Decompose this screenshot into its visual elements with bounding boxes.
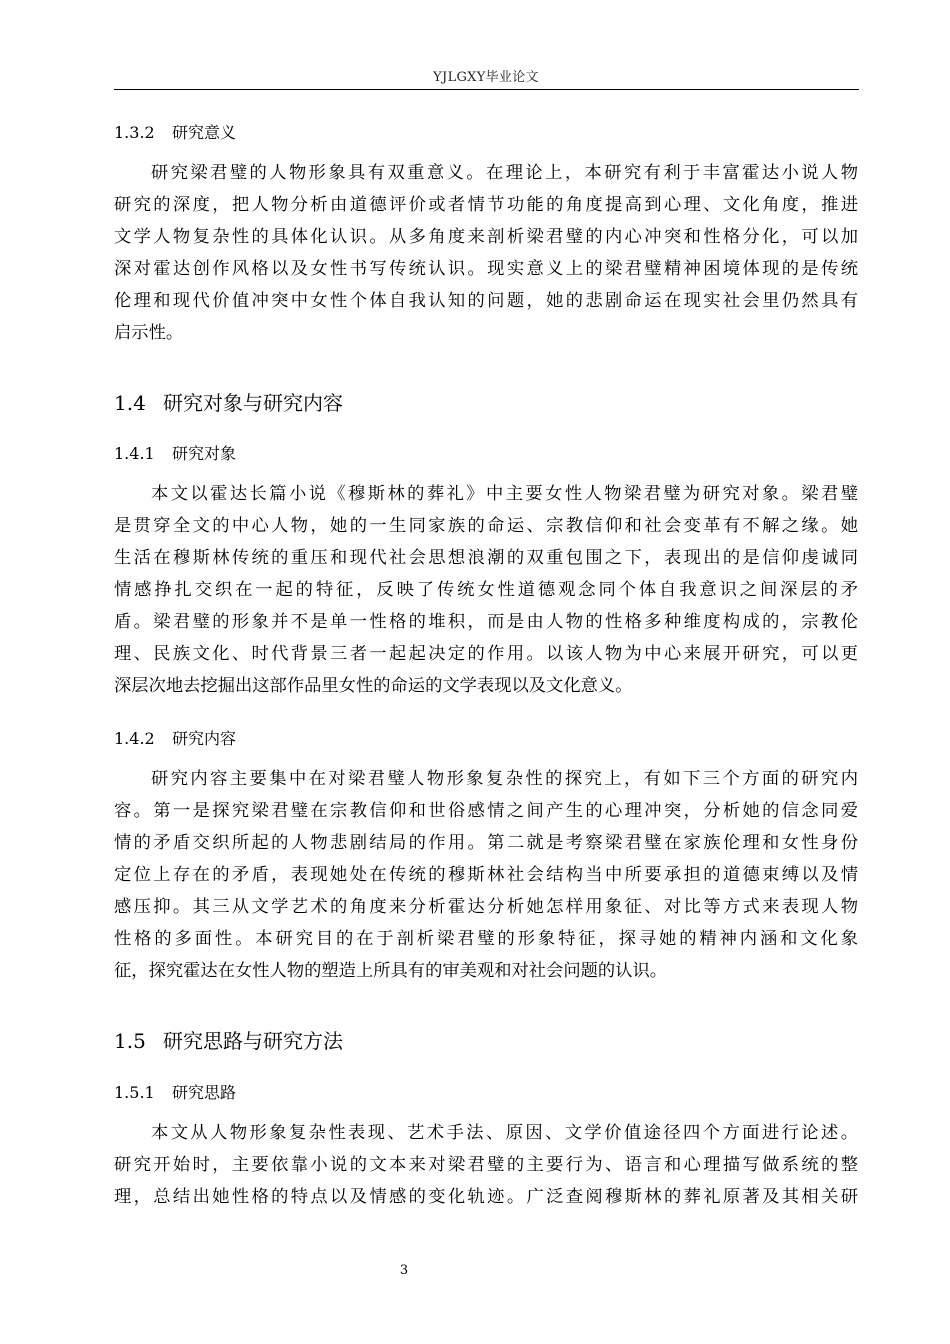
section-number: 1.3.2 [114,123,155,142]
paragraph-line: 启示性。 [114,323,184,343]
paragraph-line: 深层次地去挖掘出这部作品里女性的命运的文学表现以及文化意义。 [114,676,633,696]
paragraph-research-approach [114,1117,858,1213]
section-title: 研究对象与研究内容 [163,391,343,415]
paragraph-line: 本文从人物形象复杂性表现、艺术手法、原因、文学价值途径四个方面进行论述。 [151,1123,858,1143]
section-title: 研究意义 [172,123,237,142]
paragraph-line: 容。第一是探究梁君璧在宗教信仰和世俗感情之间产生的心理冲突，分析她的信念同爱 [114,801,858,821]
section-heading-1-4-2 [114,729,236,749]
section-number: 1.4 [114,391,146,415]
section-number: 1.4.1 [114,444,155,463]
section-heading-1-5-1 [114,1083,236,1103]
header-divider [114,89,859,90]
paragraph-line: 研究开始时，主要依靠小说的文本来对梁君璧的主要行为、语言和心理描写做系统的整 [114,1155,858,1175]
section-heading-1-4-1 [114,444,236,464]
paragraph-line: 文学人物复杂性的具体化认识。从多角度来剖析梁君璧的内心冲突和性格分化，可以加 [114,227,858,247]
paragraph-line: 本文以霍达长篇小说《穆斯林的葬礼》中主要女性人物梁君璧为研究对象。梁君璧 [151,484,858,504]
section-number: 1.5.1 [114,1083,155,1102]
paragraph-line: 研究内容主要集中在对梁君璧人物形象复杂性的探究上，有如下三个方面的研究内 [151,769,858,789]
paragraph-line: 深对霍达创作风格以及女性书写传统认识。现实意义上的梁君璧精神困境体现的是传统 [114,259,858,279]
section-title: 研究内容 [172,729,237,748]
paragraph-line: 理，总结出她性格的特点以及情感的变化轨迹。广泛查阅穆斯林的葬礼原著及其相关研 [114,1187,858,1207]
paragraph-line: 盾。梁君璧的形象并不是单一性格的堆积，而是由人物的性格多种维度构成的，宗教伦 [114,612,858,632]
section-number: 1.5 [114,1029,146,1053]
paragraph-line: 情的矛盾交织所起的人物悲剧结局的作用。第二就是考察梁君璧在家族伦理和女性身份 [114,833,858,853]
paragraph-line: 征，探究霍达在女性人物的塑造上所具有的审美观和对社会问题的认识。 [114,961,668,981]
paragraph-research-object [114,478,858,702]
section-number: 1.4.2 [114,729,155,748]
paragraph-line: 生活在穆斯林传统的重压和现代社会思想浪潮的双重包围之下，表现出的是信仰虔诚同 [114,548,858,568]
section-heading-1-5 [114,1029,343,1053]
paragraph-line: 定位上存在的矛盾，表现她处在传统的穆斯林社会结构当中所要承担的道德束缚以及情 [114,865,858,885]
paragraph-line: 研究梁君璧的人物形象具有双重意义。在理论上，本研究有利于丰富霍达小说人物 [151,163,858,183]
page-number: 3 [399,1263,409,1278]
paragraph-research-content [114,763,858,987]
paragraph-line: 感压抑。其三从文学艺术的角度来分析霍达分析她怎样用象征、对比等方式来表现人物 [114,897,858,917]
paragraph-line: 性格的多面性。本研究目的在于剖析梁君璧的形象特征，探寻她的精神内涵和文化象 [114,929,858,949]
paragraph-line: 情感挣扎交织在一起的特征，反映了传统女性道德观念同个体自我意识之间深层的矛 [114,580,858,600]
paragraph-line: 伦理和现代价值冲突中女性个体自我认知的问题，她的悲剧命运在现实社会里仍然具有 [114,291,858,311]
paragraph-line: 是贯穿全文的中心人物，她的一生同家族的命运、宗教信仰和社会变革有不解之缘。她 [114,516,858,536]
section-title: 研究思路 [172,1083,237,1102]
paragraph-research-significance [114,157,858,349]
section-heading-1-3-2 [114,123,236,143]
section-heading-1-4 [114,391,343,415]
section-title: 研究对象 [172,444,237,463]
paragraph-line: 研究的深度，把人物分析由道德评价或者情节功能的角度提高到心理、文化角度，推进 [114,195,858,215]
page-header: YJLGXY毕业论文 [433,70,539,85]
paragraph-line: 理、民族文化、时代背景三者一起起决定的作用。以该人物为中心来展开研究，可以更 [114,644,858,664]
section-title: 研究思路与研究方法 [163,1029,343,1053]
